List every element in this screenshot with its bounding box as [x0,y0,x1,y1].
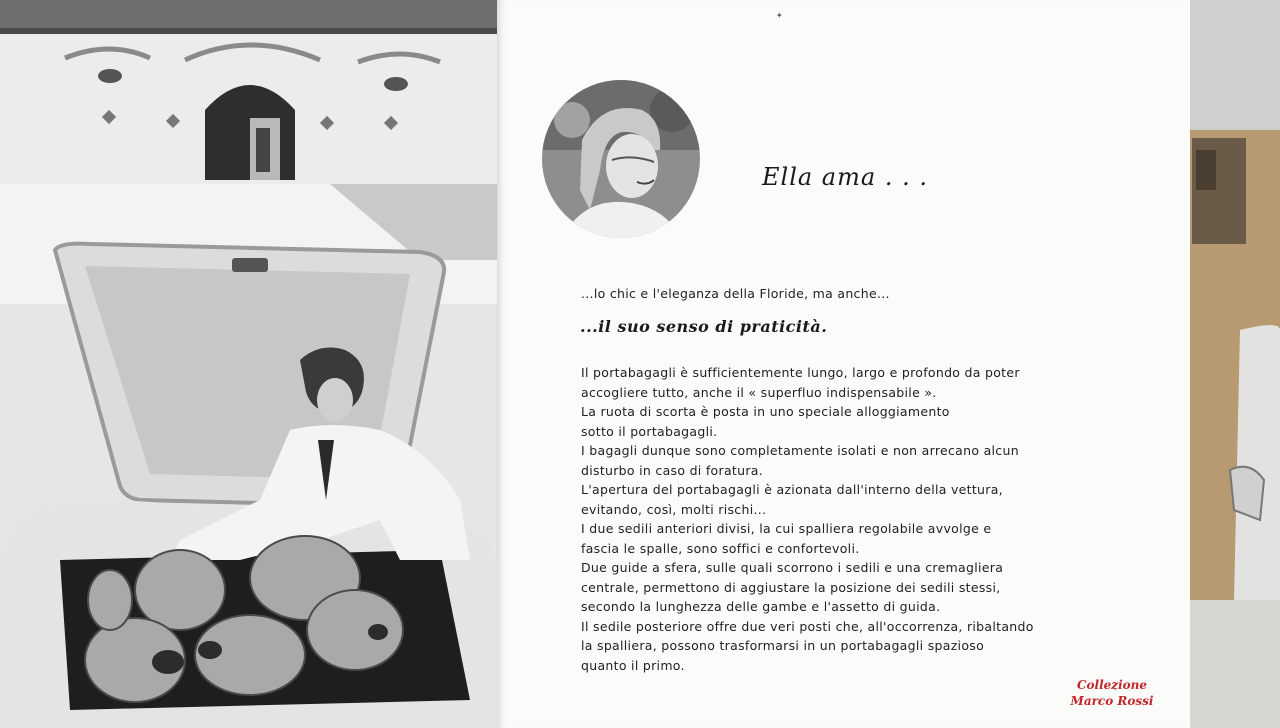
body-line: fascia le spalle, sono soffici e confortevoli. [581,540,860,556]
portrait-illustration [542,80,700,238]
body-line: accogliere tutto, anche il « superfluo indispensabile ». [581,384,937,400]
print-mark-icon: ✦ [776,11,783,20]
credit-line-2: Marco Rossi [1070,694,1154,708]
trunk-photo-illustration [0,0,497,728]
body-line: Il sedile posteriore offre due veri posti che, all'occorrenza, ribaltando [581,618,1034,634]
body-line: quanto il primo. [581,657,685,673]
subtitle: ...il suo senso di praticità. [580,317,828,336]
body-line: I bagagli dunque sono completamente isolati e non arrecano alcun [581,443,1019,458]
body-line: L'apertura del portabagagli è azionata dall'interno della vettura, [581,482,1003,497]
intro-line: ...lo chic e l'eleganza della Floride, ma anche... [581,286,890,301]
body-line: I due sedili anteriori divisi, la cui spalliera regolabile avvolge e [581,521,992,536]
body-line: la spalliera, possono trasformarsi in un portabagagli spazioso [581,638,985,653]
body-line: Due guide a sfera, sulle quali scorrono i sedili e una cremagliera [581,560,1004,575]
body-line: La ruota di scorta è posta in uno speciale alloggiamento [581,404,950,419]
body-line: Il portabagagli è sufficientemente lungo, largo e profondo da poter [581,365,1020,380]
body-line: evitando, così, molti rischi... [581,501,767,517]
woman-portrait [542,80,700,238]
next-page-illustration [1190,0,1280,728]
credit-line-1: Collezione [1076,678,1148,692]
body-line: secondo la lunghezza delle gambe e l'assetto di guida. [581,599,941,614]
body-line: centrale, permettono di aggiustare la posizione dei sedili stessi, [581,579,1001,595]
body-copy [581,363,1071,675]
headline: Ella ama . . . [762,163,928,191]
collection-credit [1062,677,1162,709]
body-line: disturbo in caso di foratura. [581,462,763,478]
trunk-photo [0,0,497,728]
body-line: sotto il portabagagli. [581,423,718,439]
next-page-photo [1190,0,1280,728]
